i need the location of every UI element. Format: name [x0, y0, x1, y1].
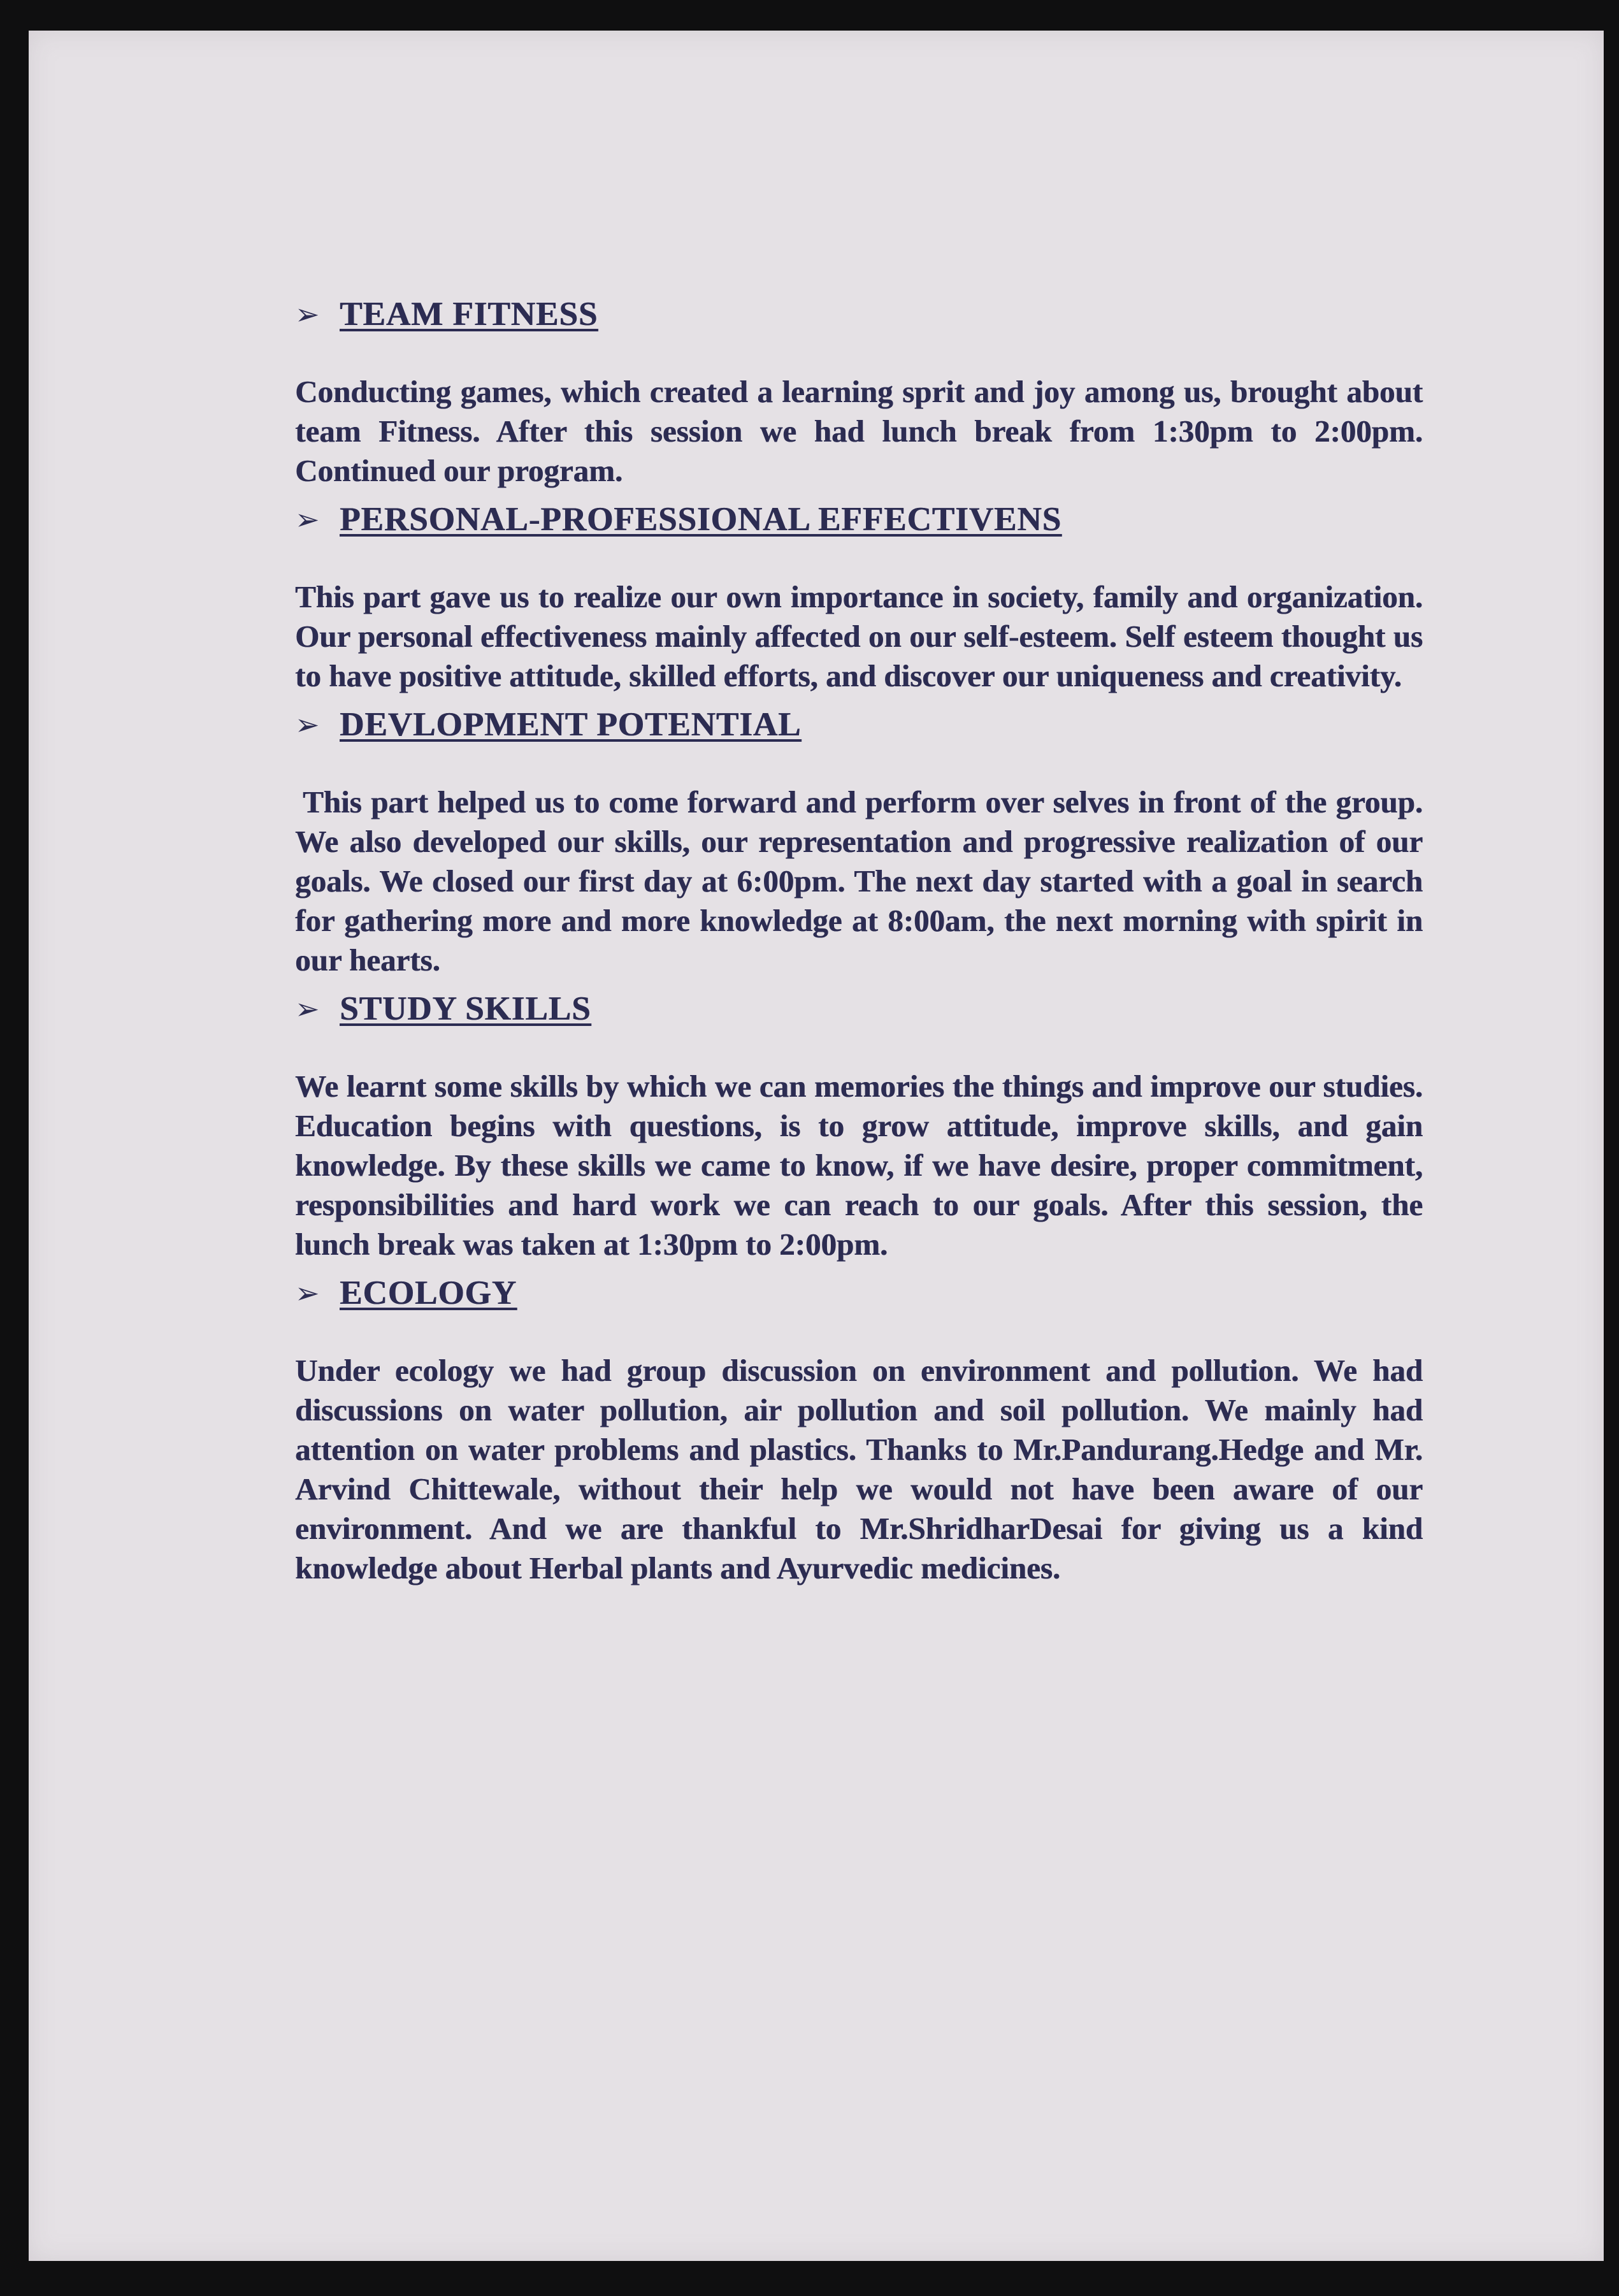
section-heading — [295, 696, 1423, 753]
section-body: This part helped us to come forward and perform over selves in front of the group. We also developed our skills, our representation and progressive realization of our goals. We closed our first day at 6:00pm. The next day started with a goal in search for gathering more and more knowledge at 8:00am, the next morning with spirit in our hearts. — [295, 784, 1423, 978]
section-heading — [295, 980, 1423, 1037]
section-development-potential — [295, 696, 1423, 980]
section-heading-text: TEAM FITNESS — [340, 296, 598, 333]
section-body: Conducting games, which created a learning sprit and joy among us, brought about team Fitness. After this session we had lunch break from 1:30pm to 2:00pm. Continued our program. — [295, 374, 1423, 488]
section-ecology — [295, 1264, 1423, 1588]
section-team-fitness — [295, 285, 1423, 491]
arrowhead-bullet-icon: ➢ — [295, 297, 320, 331]
section-heading-text: ECOLOGY — [340, 1274, 517, 1311]
document-page — [29, 31, 1604, 2261]
section-heading-text: DEVLOPMENT POTENTIAL — [340, 706, 802, 743]
arrowhead-bullet-icon: ➢ — [295, 502, 320, 537]
section-body: We learnt some skills by which we can memories the things and improve our studies. Education begins with questions, is to grow attitude, improve skills, and gain knowledge. By these skills we came to know, if we have desire, proper commitment, responsibilities and hard work we can reach to our goals. After this session, the lunch break was taken at 1:30pm to 2:00pm. — [295, 1069, 1423, 1262]
section-heading-text: PERSONAL-PROFESSIONAL EFFECTIVENS — [340, 501, 1061, 538]
section-study-skills — [295, 980, 1423, 1264]
section-heading — [295, 285, 1423, 343]
arrowhead-bullet-icon: ➢ — [295, 992, 320, 1026]
arrowhead-bullet-icon: ➢ — [295, 1276, 320, 1310]
section-personal-professional — [295, 491, 1423, 696]
arrowhead-bullet-icon: ➢ — [295, 707, 320, 742]
section-heading-text: STUDY SKILLS — [340, 990, 591, 1027]
document-content — [295, 285, 1423, 1588]
section-body: Under ecology we had group discussion on environment and pollution. We had discussions on water pollution, air pollution and soil pollution. We mainly had attention on water problems and plastics. Thanks to Mr.Pandurang.Hedge and Mr. Arvind Chittewale, without their help we would not have been aware of our environment. And we are thankful to Mr.ShridharDesai for giving us a kind knowledge about Herbal plants and Ayurvedic medicines. — [295, 1353, 1423, 1585]
section-heading — [295, 491, 1423, 548]
section-body: This part gave us to realize our own importance in society, family and organization. Our personal effectiveness mainly affected on our self-esteem. Self esteem thought us to have positive attitude, skilled efforts, and discover our uniqueness and creativity. — [295, 579, 1423, 693]
section-heading — [295, 1264, 1423, 1322]
